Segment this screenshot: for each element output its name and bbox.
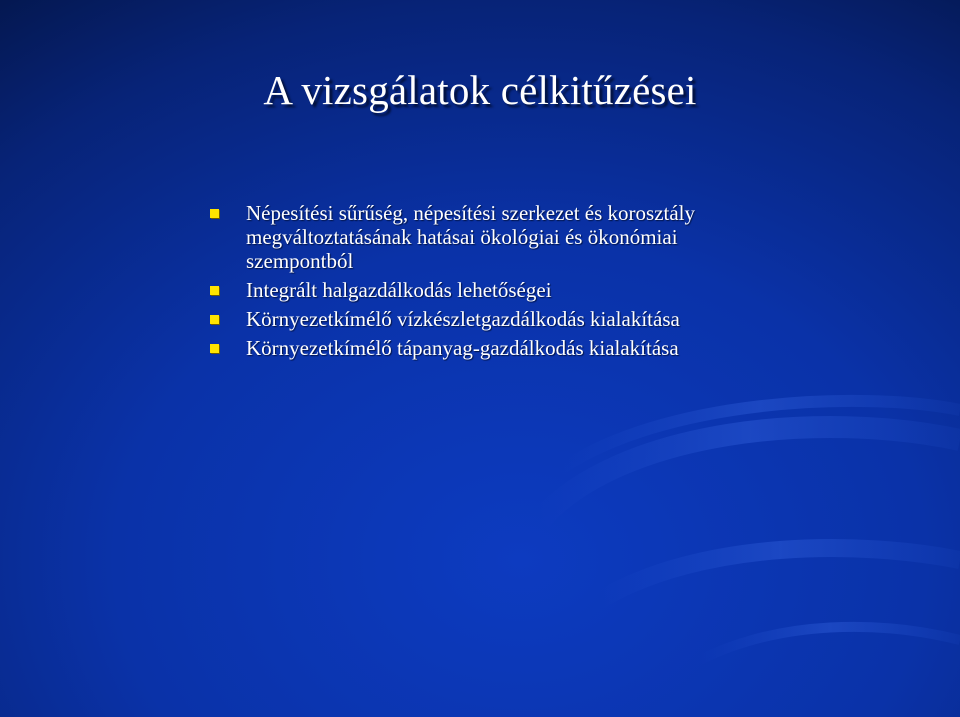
bullet-item	[208, 307, 768, 331]
bullet-item	[208, 201, 768, 273]
square-bullet-icon	[210, 344, 219, 353]
square-bullet-icon	[210, 315, 219, 324]
bullet-text: Népesítési sűrűség, népesítési szerkezet és korosztály megváltoztatásának hatásai ökológiai és ökonómiai szempontból	[246, 201, 696, 273]
square-bullet-icon	[210, 209, 219, 218]
slide-title: A vizsgálatok célkitűzései	[263, 67, 697, 113]
bullet-text: Integrált halgazdálkodás lehetőségei	[246, 278, 552, 302]
bullet-item	[208, 336, 768, 360]
bullet-text: Környezetkímélő vízkészletgazdálkodás kialakítása	[246, 307, 680, 331]
square-bullet-icon	[210, 286, 219, 295]
bullet-text: Környezetkímélő tápanyag-gazdálkodás kialakítása	[246, 336, 679, 360]
bullet-list	[208, 201, 768, 365]
bullet-item	[208, 278, 768, 302]
